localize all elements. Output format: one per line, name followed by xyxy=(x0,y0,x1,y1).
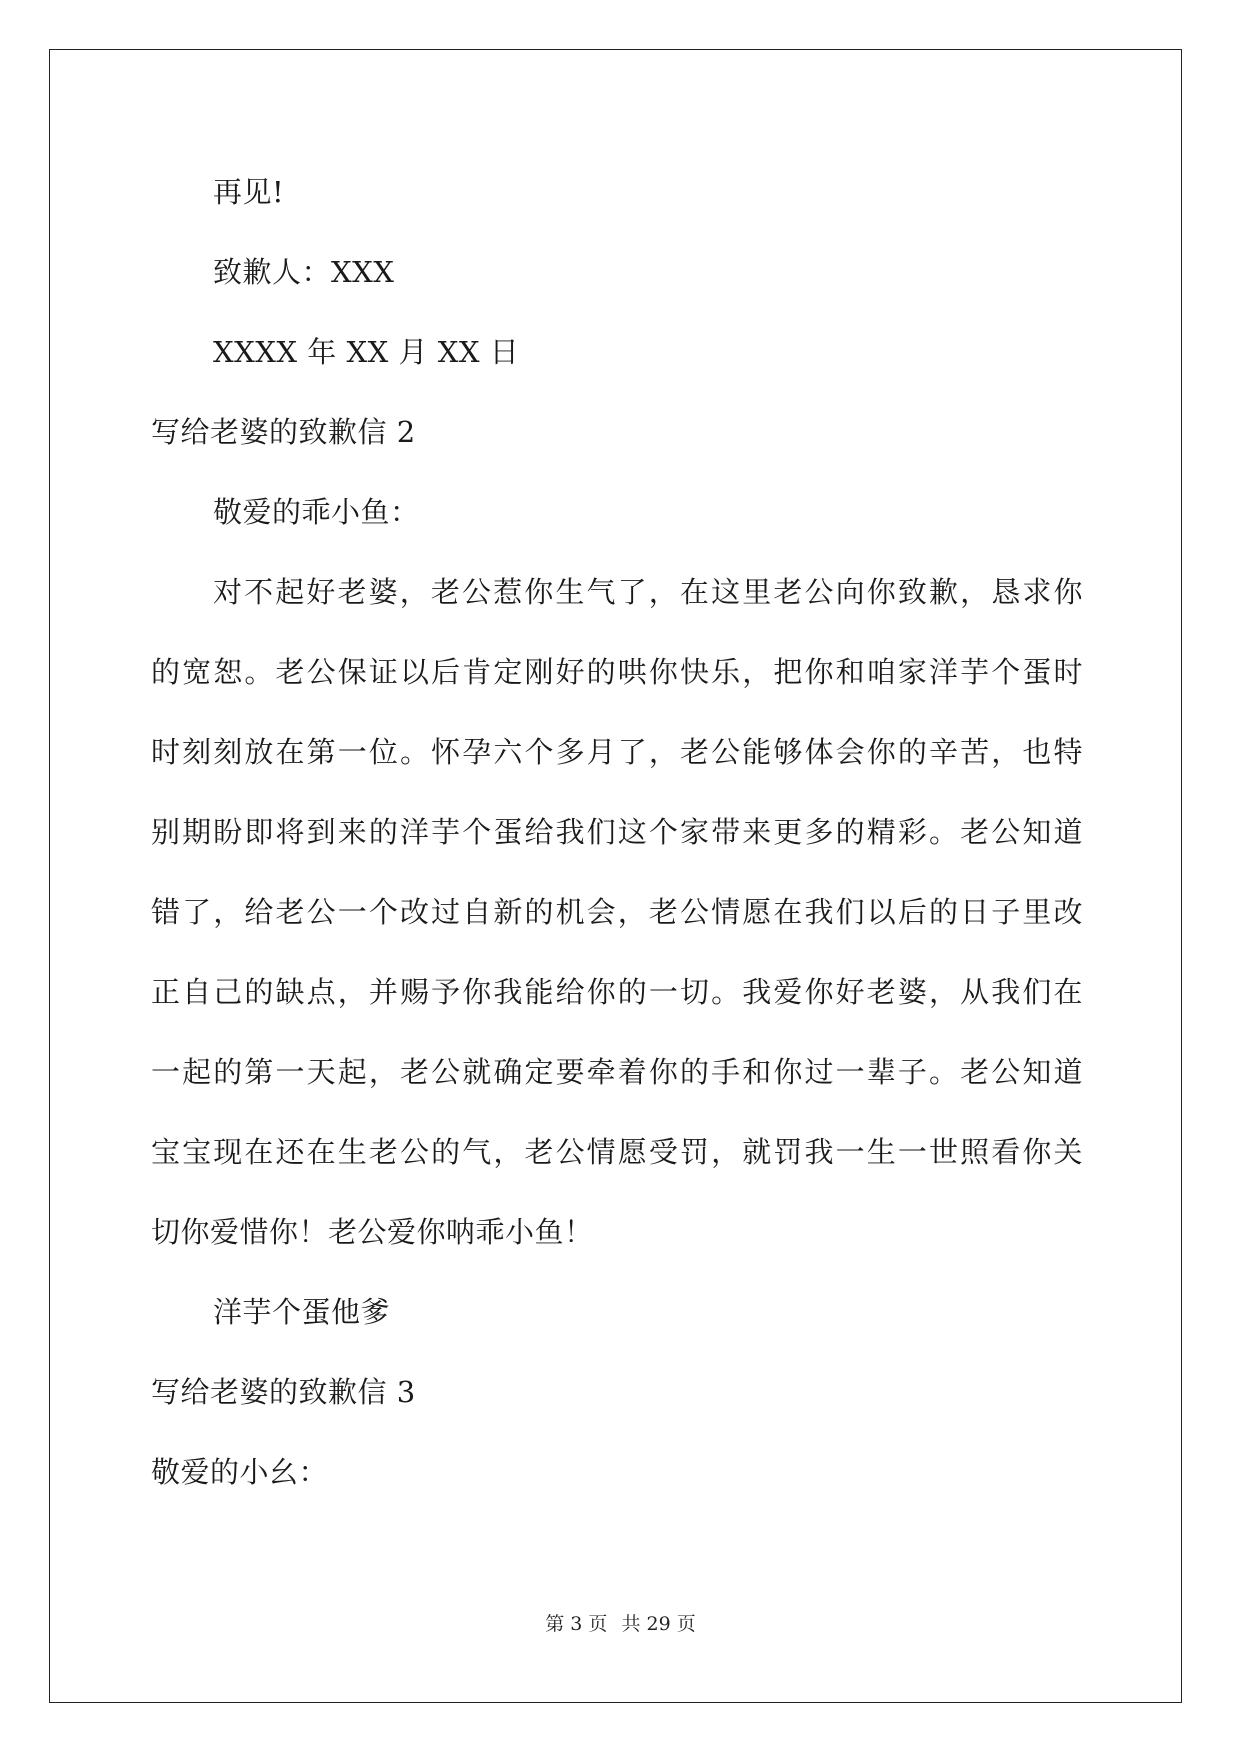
body-paragraph-line: 时刻刻放在第一位。怀孕六个多月了，老公能够体会你的辛苦，也特 xyxy=(151,735,1083,769)
body-paragraph-line: 一起的第一天起，老公就确定要牵着你的手和你过一辈子。老公知道 xyxy=(151,1055,1083,1089)
body-paragraph-line: 的宽恕。老公保证以后肯定刚好的哄你快乐，把你和咱家洋芋个蛋时 xyxy=(151,655,1083,689)
page-number: 第 3 页 xyxy=(545,1613,608,1635)
farewell-text: 再见! xyxy=(213,175,285,209)
body-paragraph-line: 对不起好老婆，老公惹你生气了，在这里老公向你致歉，恳求你 xyxy=(213,575,1083,609)
letter-title: 写给老婆的致歉信 3 xyxy=(151,1375,416,1409)
signature-line: 洋芋个蛋他爹 xyxy=(213,1295,391,1329)
body-paragraph-line: 宝宝现在还在生老公的气，老公情愿受罚，就罚我一生一世照看你关 xyxy=(151,1135,1083,1169)
salutation: 敬爱的乖小鱼： xyxy=(213,495,420,529)
page-total: 共 29 页 xyxy=(621,1613,696,1635)
signature-line: 致歉人：XXX xyxy=(213,255,395,289)
salutation: 敬爱的小幺： xyxy=(151,1455,329,1489)
letter-title: 写给老婆的致歉信 2 xyxy=(151,415,416,449)
body-paragraph-line: 切你爱惜你！老公爱你呐乖小鱼！ xyxy=(151,1215,594,1249)
body-paragraph-line: 错了，给老公一个改过自新的机会，老公情愿在我们以后的日子里改 xyxy=(151,895,1083,929)
body-paragraph-line: 正自己的缺点，并赐予你我能给你的一切。我爱你好老婆，从我们在 xyxy=(151,975,1083,1009)
page-footer xyxy=(0,1612,1241,1636)
date-line: XXXX 年 XX 月 XX 日 xyxy=(213,335,520,369)
body-paragraph-line: 别期盼即将到来的洋芋个蛋给我们这个家带来更多的精彩。老公知道 xyxy=(151,815,1083,849)
